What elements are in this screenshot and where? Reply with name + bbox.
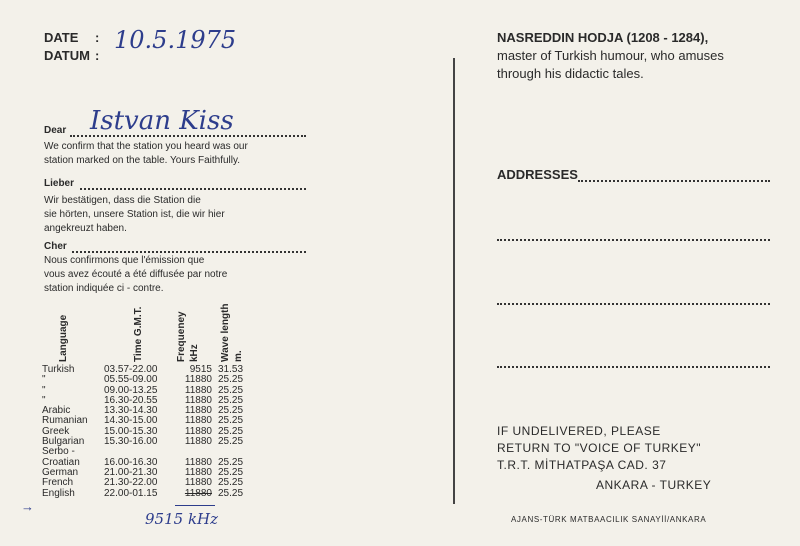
cell-frequency: 11880 <box>184 456 212 468</box>
cell-language: English <box>42 487 75 499</box>
cell-frequency: 11880 <box>184 425 212 437</box>
handwritten-name: Istvan Kiss <box>90 106 234 136</box>
de-text-2: sie hörten, unsere Station ist, die wir hier <box>44 209 225 220</box>
cell-language: German <box>42 466 79 478</box>
date-label: DATE <box>44 30 79 45</box>
cell-language: Turkish <box>42 364 75 375</box>
return-line-3: T.R.T. MİTHATPAŞA CAD. 37 <box>497 458 667 472</box>
datum-colon: : <box>95 48 100 63</box>
de-text-3: angekreuzt haben. <box>44 223 127 234</box>
cell-wavelength: 25.25 <box>218 374 244 386</box>
cher-dotted-line <box>72 251 306 253</box>
cell-wavelength: 25.25 <box>218 477 244 489</box>
cell-wavelength: 25.25 <box>218 405 244 417</box>
lieber-label: Lieber <box>44 178 75 189</box>
cell-wavelength: 25.25 <box>218 384 244 396</box>
cell-time: 13.30-14.30 <box>104 405 158 417</box>
cell-frequency: 11880 <box>184 487 212 499</box>
cell-time: 21.30-22.00 <box>104 477 158 489</box>
handwritten-frequency: 9515 kHz <box>145 510 219 528</box>
cell-time: 14.30-15.00 <box>104 415 158 427</box>
right-subtitle-1: master of Turkish humour, who amuses <box>497 48 724 63</box>
cell-time: 15.00-15.30 <box>104 425 158 437</box>
center-divider <box>453 58 455 504</box>
fr-text-2: vous avez écouté a été diffusée par notre <box>44 269 228 280</box>
header-frequency-unit: kHz <box>189 344 200 362</box>
cell-time: 09.00-13.25 <box>104 384 158 396</box>
header-time: Time G.M.T. <box>133 306 144 362</box>
address-line-4 <box>497 366 770 368</box>
datum-label: DATUM <box>44 48 90 63</box>
address-line-2 <box>497 239 770 241</box>
return-line-2: RETURN TO "VOICE OF TURKEY" <box>497 441 702 455</box>
en-text-1: We confirm that the station you heard was our <box>44 141 248 152</box>
cell-time: 15.30-16.00 <box>104 436 158 448</box>
cell-time: 16.00-16.30 <box>104 456 158 468</box>
correction-strike-line <box>175 505 215 506</box>
header-wavelength: Wave length <box>220 303 231 362</box>
cell-time: 03.57-22.00 <box>104 364 158 375</box>
handwritten-date: 10.5.1975 <box>114 26 237 54</box>
cell-language: Rumanian <box>42 415 88 427</box>
address-line-3 <box>497 303 770 305</box>
cell-frequency: 11880 <box>184 405 212 417</box>
en-text-2: station marked on the table. Yours Faithfully. <box>44 155 241 166</box>
cell-language: French <box>42 477 74 489</box>
cell-language: Bulgarian <box>42 436 85 448</box>
cell-language: " <box>42 374 46 386</box>
address-line-1 <box>578 180 770 182</box>
dear-label: Dear <box>44 125 67 136</box>
cell-wavelength: 25.25 <box>218 436 244 448</box>
cell-language: Serbo - <box>42 446 75 458</box>
cell-wavelength: 25.25 <box>218 466 244 478</box>
cell-frequency: 11880 <box>184 384 212 396</box>
cell-wavelength: 25.25 <box>218 425 244 437</box>
cell-time: 21.00-21.30 <box>104 466 158 478</box>
cell-frequency: 11880 <box>184 374 212 386</box>
cell-language: " <box>42 394 46 406</box>
cell-wavelength: 25.25 <box>218 415 244 427</box>
addresses-label: ADDRESSES <box>497 167 578 182</box>
cell-frequency: 11880 <box>184 415 212 427</box>
right-subtitle-2: through his didactic tales. <box>497 66 644 81</box>
cell-time: 22.00-01.15 <box>104 487 158 499</box>
cell-wavelength: 25.25 <box>218 394 244 406</box>
cell-time: 05.55-09.00 <box>104 374 158 386</box>
printer-credit: AJANS-TÜRK MATBAACILIK SANAYİİ/ANKARA <box>511 515 707 524</box>
cher-label: Cher <box>44 241 67 252</box>
cell-wavelength: 25.25 <box>218 487 244 499</box>
header-frequency: Frequeney <box>176 311 187 362</box>
de-text-1: Wir bestätigen, dass die Station die <box>44 195 201 206</box>
cell-language: " <box>42 384 46 396</box>
cell-language: Croatian <box>42 456 80 468</box>
cell-frequency: 11880 <box>184 466 212 478</box>
lieber-dotted-line <box>80 188 306 190</box>
cell-frequency: 11880 <box>184 436 212 448</box>
table-row <box>42 489 248 499</box>
return-city: ANKARA - TURKEY <box>596 478 712 492</box>
fr-text-3: station indiquée ci - contre. <box>44 283 164 294</box>
header-language: Language <box>58 314 69 362</box>
cell-language: Greek <box>42 425 70 437</box>
cell-frequency: 11880 <box>184 477 212 489</box>
header-wavelength-unit: m. <box>233 350 244 362</box>
date-colon: : <box>95 30 100 45</box>
cell-frequency: 9515 <box>189 364 212 375</box>
fr-text-1: Nous confirmons que l'émission que <box>44 255 205 266</box>
cell-language: Arabic <box>42 405 71 417</box>
cell-time: 16.30-20.55 <box>104 394 158 406</box>
schedule-table <box>42 365 248 499</box>
cell-wavelength: 25.25 <box>218 456 244 468</box>
cell-frequency: 11880 <box>184 394 212 406</box>
selection-arrow-icon: → <box>21 499 34 514</box>
return-line-1: IF UNDELIVERED, PLEASE <box>497 424 661 438</box>
cell-wavelength: 31.53 <box>218 364 244 375</box>
right-title: NASREDDIN HODJA (1208 - 1284), <box>497 30 709 45</box>
